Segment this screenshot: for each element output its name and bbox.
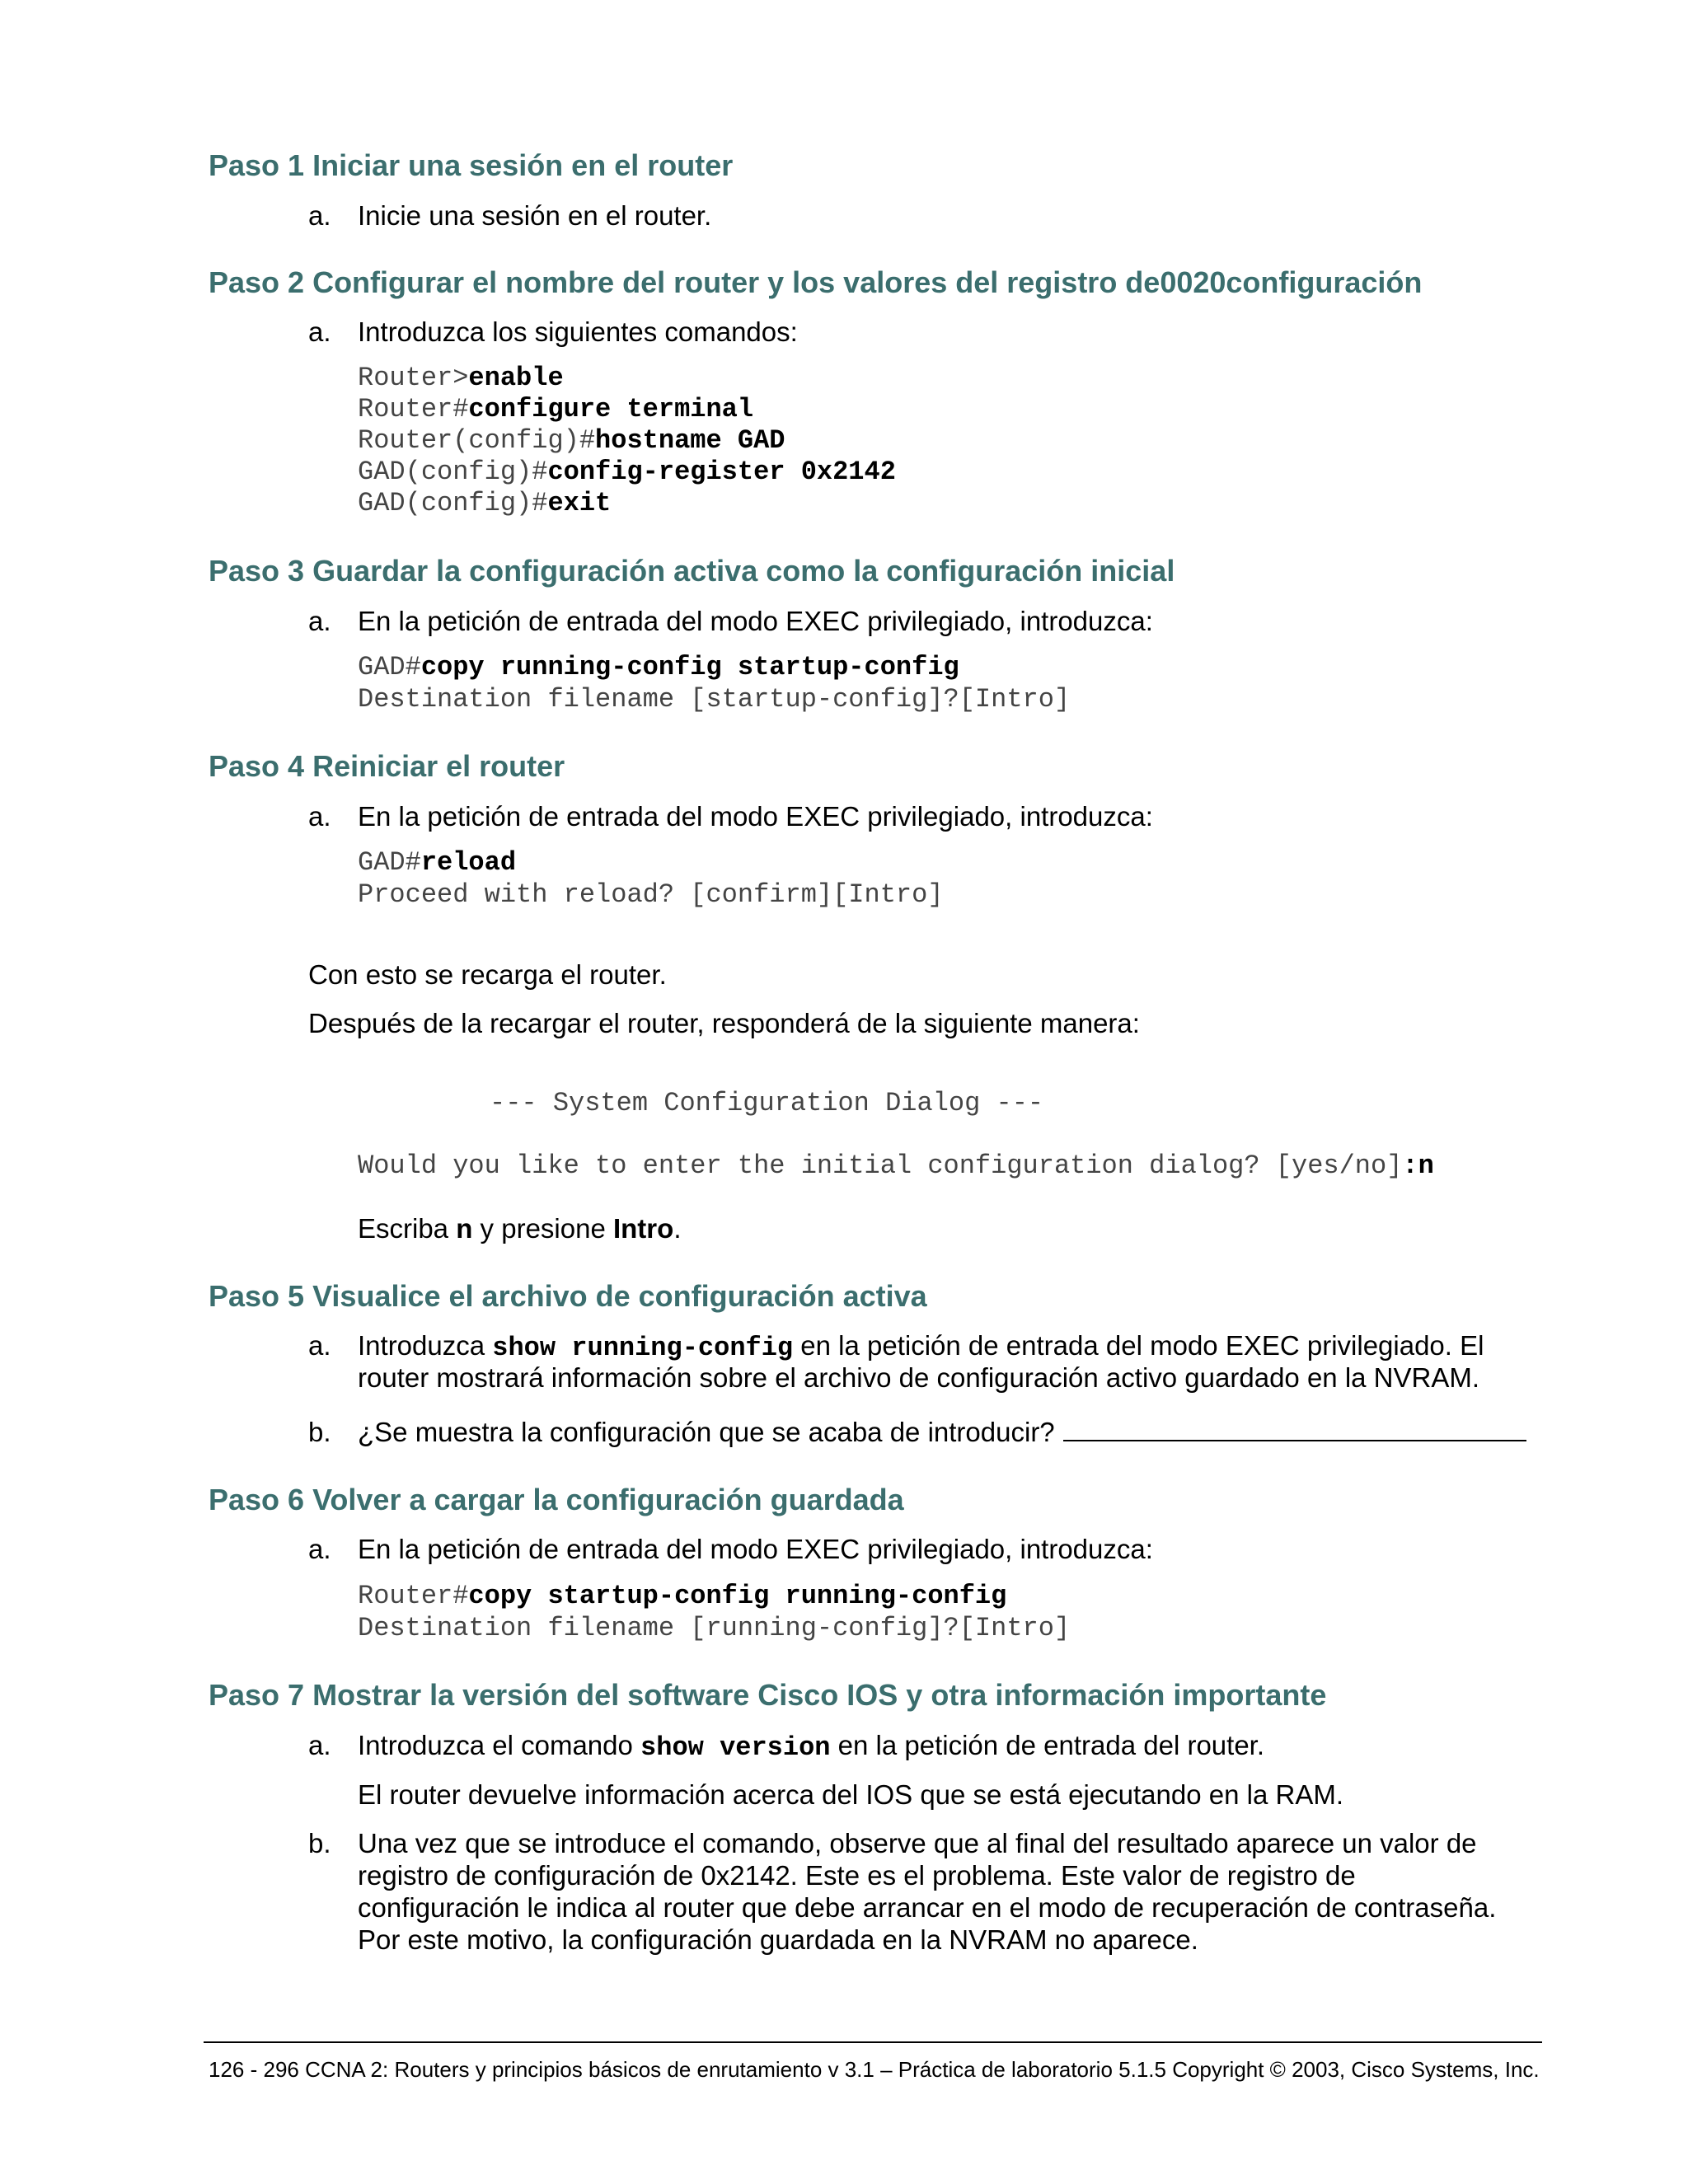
step-3-a-text: En la petición de entrada del modo EXEC privilegiado, introduzca: <box>358 606 1153 636</box>
page-footer: 126 - 296 CCNA 2: Routers y principios básicos de enrutamiento v 3.1 – Práctica de laboratorio 5.1.5 Copyright © 2003, Cisco Systems, Inc. <box>209 2057 1540 2082</box>
step-5-b-label: b. <box>308 1417 331 1447</box>
step-6-heading: Paso 6 Volver a cargar la configuración guardada <box>209 1483 904 1516</box>
step-7-b-label: b. <box>308 1828 331 1858</box>
step-4-heading: Paso 4 Reiniciar el router <box>209 749 565 783</box>
dialog-instruction: Escriba n y presione Intro. <box>358 1213 682 1244</box>
step-5-a-text-line-2: router mostrará información sobre el archivo de configuración activo guardado en la NVRAM. <box>358 1362 1480 1393</box>
step-7-b-line: configuración le indica al router que debe arrancar en el modo de recuperación de contraseña. <box>358 1892 1497 1923</box>
step-6-a-text: En la petición de entrada del modo EXEC privilegiado, introduzca: <box>358 1534 1153 1564</box>
step-6-code-line: Router#copy startup-config running-config <box>358 1581 1007 1611</box>
step-6-a-label: a. <box>308 1534 331 1564</box>
step-1-heading: Paso 1 Iniciar una sesión en el router <box>209 148 734 182</box>
step-3-code-line: Destination filename [startup-config]?[Intro] <box>358 684 1071 715</box>
dialog-title: --- System Configuration Dialog --- <box>490 1088 1044 1118</box>
reload-note: Con esto se recarga el router. <box>308 959 667 990</box>
step-5-heading: Paso 5 Visualice el archivo de configuración activa <box>209 1279 927 1313</box>
step-5-b-text: ¿Se muestra la configuración que se acaba de introducir? <box>358 1417 1526 1448</box>
step-1-a-text: Inicie una sesión en el router. <box>358 200 712 231</box>
step-7-b-line: Una vez que se introduce el comando, observe que al final del resultado aparece un valor de <box>358 1828 1477 1858</box>
step-2-code-line: GAD(config)#config-register 0x2142 <box>358 457 896 487</box>
step-7-heading: Paso 7 Mostrar la versión del software Cisco IOS y otra información importante <box>209 1678 1327 1712</box>
step-2-code-line: GAD(config)#exit <box>358 488 612 518</box>
step-3-a-label: a. <box>308 606 331 636</box>
step-7-a-note: El router devuelve información acerca del IOS que se está ejecutando en la RAM. <box>358 1779 1343 1810</box>
step-2-heading: Paso 2 Configurar el nombre del router y los valores del registro de0020configuración <box>209 265 1423 299</box>
step-1-a-label: a. <box>308 200 331 231</box>
step-7-b-line: Por este motivo, la configuración guardada en la NVRAM no aparece. <box>358 1924 1198 1955</box>
step-7-b-line: registro de configuración de 0x2142. Este es el problema. Este valor de registro de <box>358 1860 1356 1891</box>
step-2-a-label: a. <box>308 316 331 347</box>
step-4-a-text: En la petición de entrada del modo EXEC privilegiado, introduzca: <box>358 801 1153 832</box>
step-7-a-text: Introduzca el comando show version en la petición de entrada del router. <box>358 1730 1265 1763</box>
step-5-a-text: Introduzca show running-config en la petición de entrada del modo EXEC privilegiado. El <box>358 1330 1484 1363</box>
step-2-a-text: Introduzca los siguientes comandos: <box>358 316 798 347</box>
step-5-a-label: a. <box>308 1330 331 1361</box>
step-4-code-line: GAD#reload <box>358 847 517 878</box>
step-3-code-line: GAD#copy running-config startup-config <box>358 652 959 682</box>
step-4-code-line: Proceed with reload? [confirm][Intro] <box>358 879 944 910</box>
step-2-code-line: Router(config)#hostname GAD <box>358 425 785 456</box>
step-2-code-line: Router#configure terminal <box>358 394 754 424</box>
after-reload-note: Después de la recargar el router, responderá de la siguiente manera: <box>308 1008 1140 1038</box>
footer-divider <box>204 2041 1542 2043</box>
step-6-code-line: Destination filename [running-config]?[Intro] <box>358 1613 1071 1643</box>
step-4-a-label: a. <box>308 801 331 832</box>
step-7-a-label: a. <box>308 1730 331 1760</box>
step-3-heading: Paso 3 Guardar la configuración activa como la configuración inicial <box>209 554 1175 588</box>
step-2-code-line: Router>enable <box>358 363 564 393</box>
dialog-question: Would you like to enter the initial configuration dialog? [yes/no]:n <box>358 1151 1434 1181</box>
answer-blank-line <box>1063 1417 1526 1441</box>
